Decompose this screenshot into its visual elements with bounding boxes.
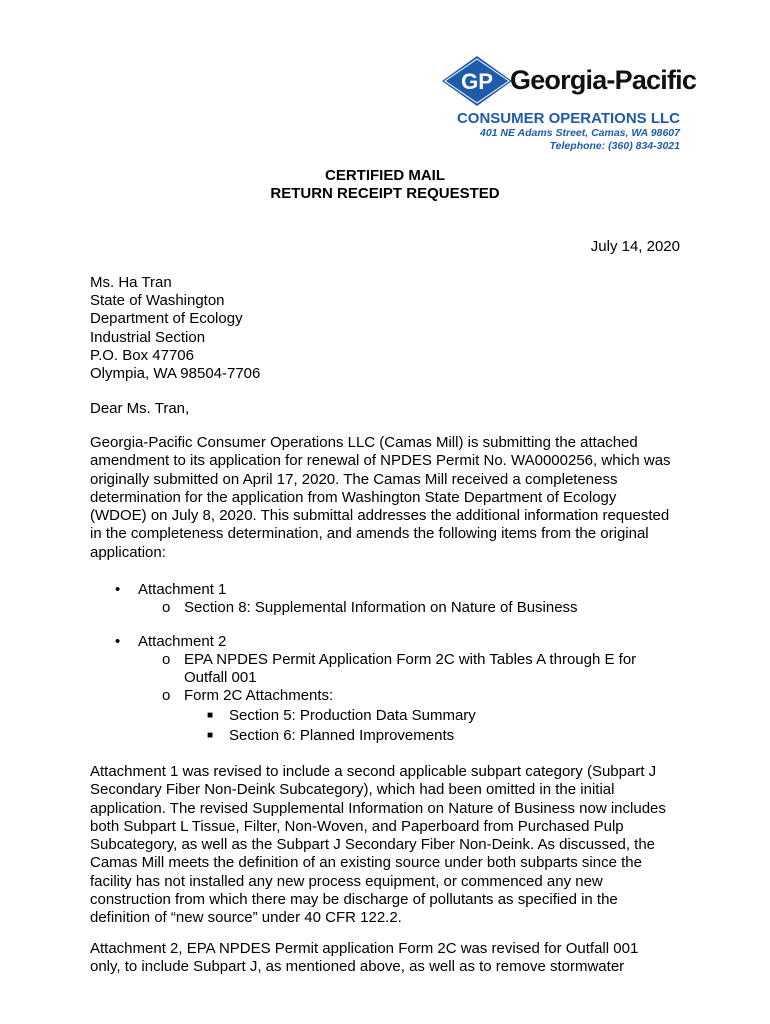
paragraph-line: only, to include Subpart J, as mentioned above, as well as to remove stormwater (90, 958, 625, 976)
paragraph-line: construction from which there may be discharge of pollutants as specified in the (90, 891, 618, 909)
paragraph-line: application: (90, 543, 166, 561)
company-block (457, 110, 680, 153)
circle-bullet-icon: o (162, 651, 171, 668)
recipient-line: Olympia, WA 98504-7706 (90, 365, 261, 383)
circle-bullet-icon: o (162, 687, 171, 704)
company-telephone: Telephone: (360) 834-3021 (549, 140, 680, 152)
list-item-attachment-1: Attachment 1 (138, 581, 227, 598)
intro-paragraph (90, 434, 690, 562)
paragraph-line: (WDOE) on July 8, 2020. This submittal addresses the additional information requested (90, 507, 670, 525)
recipient-line: Industrial Section (90, 328, 206, 346)
bullet-icon: • (115, 581, 121, 598)
list-item-section-6: Section 6: Planned Improvements (229, 727, 455, 744)
paragraph-line: in the completeness determination, and amends the following items from the original (90, 525, 649, 543)
company-name: CONSUMER OPERATIONS LLC (456, 110, 680, 127)
georgia-pacific-logo (442, 56, 697, 106)
heading-certified-mail: CERTIFIED MAIL (325, 167, 445, 184)
circle-bullet-icon: o (162, 599, 171, 616)
list-item-attachment-2: Attachment 2 (138, 633, 227, 650)
recipient-line: Ms. Ha Tran (90, 274, 172, 291)
recipient-line: State of Washington (90, 292, 225, 310)
paragraph-line: Camas Mill meets the definition of an existing source under both subparts since the (90, 854, 642, 872)
attachment-2-paragraph (90, 940, 690, 977)
heading-return-receipt: RETURN RECEIPT REQUESTED (270, 185, 500, 202)
paragraph-line: determination for the application from Washington State Department of Ecology (90, 488, 617, 506)
list-item-form-2c-cont: Outfall 001 (184, 669, 257, 686)
square-bullet-icon: ■ (207, 710, 214, 721)
list-item-section-5: Section 5: Production Data Summary (229, 707, 476, 724)
attachment-1-paragraph (90, 763, 690, 928)
paragraph-line: application. The revised Supplemental Information on Nature of Business now includes (90, 799, 666, 817)
paragraph-line: definition of “new source” under 40 CFR 122.2. (90, 909, 402, 927)
paragraph-line: Subcategory, as well as the Subpart J Secondary Fiber Non-Deink. As discussed, the (90, 836, 656, 854)
company-address: 401 NE Adams Street, Camas, WA 98607 (480, 127, 680, 139)
recipient-address (90, 274, 260, 383)
recipient-line: P.O. Box 47706 (90, 346, 194, 364)
letter-date: July 14, 2020 (590, 238, 680, 255)
recipient-line: Department of Ecology (90, 310, 243, 328)
list-item-form-2c-attachments: Form 2C Attachments: (184, 687, 334, 704)
paragraph-line: Attachment 2, EPA NPDES Permit application Form 2C was revised for Outfall 001 (90, 940, 639, 957)
list-item-form-2c: EPA NPDES Permit Application Form 2C with Tables A through E for (184, 651, 637, 668)
bullet-icon: • (115, 633, 121, 650)
paragraph-line: amendment to its application for renewal of NPDES Permit No. WA0000256, which was (90, 452, 671, 470)
square-bullet-icon: ■ (207, 730, 214, 741)
paragraph-line: Georgia-Pacific Consumer Operations LLC (Camas Mill) is submitting the attached (90, 434, 638, 451)
salutation: Dear Ms. Tran, (90, 400, 190, 417)
paragraph-line: Secondary Fiber Non-Deink Subcategory), which had been omitted in the initial (90, 781, 615, 799)
list-item-section-8: Section 8: Supplemental Information on Nature of Business (184, 599, 578, 616)
gp-diamond-icon (442, 56, 512, 106)
paragraph-line: Attachment 1 was revised to include a second applicable subpart category (Subpart J (90, 763, 657, 780)
logo-initials: GP (461, 69, 493, 94)
paragraph-line: originally submitted on April 17, 2020. The Camas Mill received a completeness (90, 470, 618, 488)
paragraph-line: both Subpart L Tissue, Filter, Non-Woven, and Paperboard from Purchased Pulp (90, 817, 624, 835)
brand-name: Georgia-Pacific (510, 65, 697, 95)
paragraph-line: facility has not installed any new process equipment, or commenced any new (90, 872, 603, 890)
